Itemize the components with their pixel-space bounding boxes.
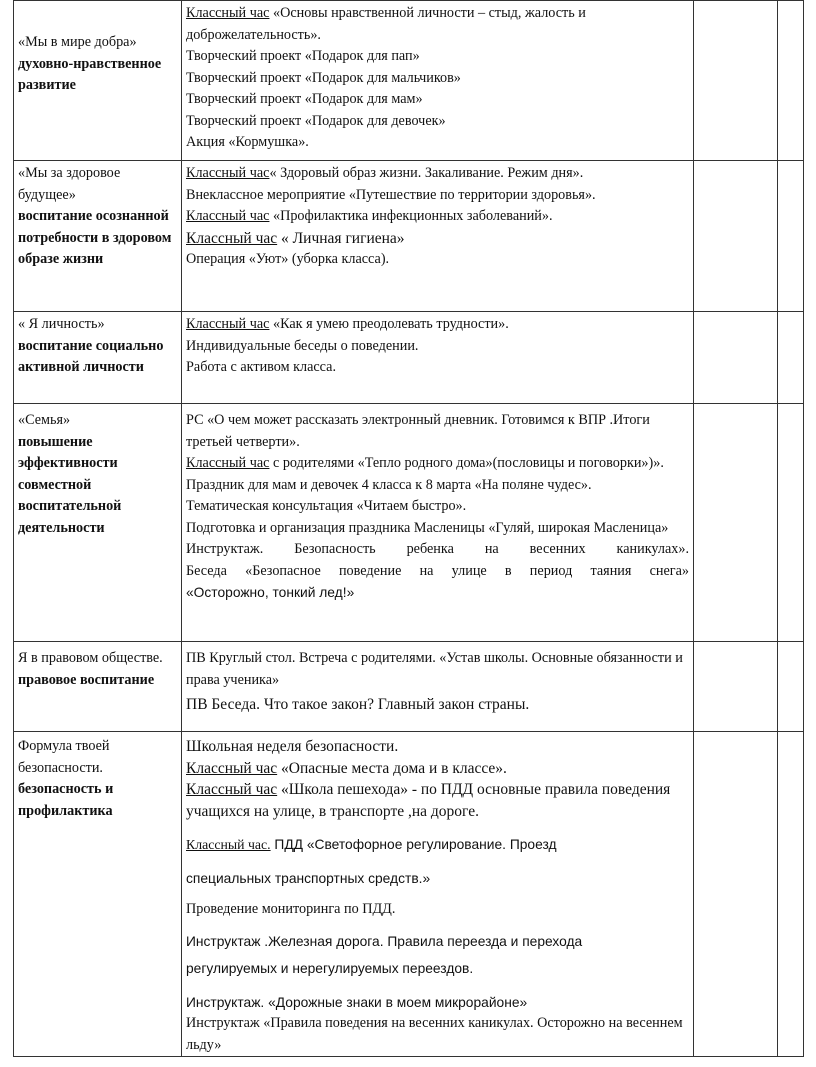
table-row xyxy=(14,732,804,1057)
activity-line: ПВ Круглый стол. Встреча с родителями. «Устав школы. Основные обязанности и права ученика» xyxy=(186,650,683,688)
activity-line: Тематическая консультация «Читаем быстро». xyxy=(186,498,467,514)
activity-line: Акция «Кормушка». xyxy=(186,134,309,150)
activity-line: ПВ Беседа. Что такое закон? Главный закон страны. xyxy=(186,696,530,713)
activity-line: Творческий проект «Подарок для мам» xyxy=(186,91,423,107)
activity-line: регулируемых и нерегулируемых переездов. xyxy=(186,961,474,976)
table-row xyxy=(14,404,804,642)
activity-line: Классный час «Основы нравственной личности – стыд, жалость и доброжелательность». xyxy=(186,5,586,43)
activity-line: Классный час «Опасные места дома и в классе». xyxy=(186,759,507,777)
activity-line: Классный час «Профилактика инфекционных заболеваний». xyxy=(186,208,553,224)
direction-title: Формула твоей безопасности. xyxy=(18,738,110,776)
direction-cell xyxy=(14,404,182,642)
activity-line: Классный час «Школа пешехода» - по ПДД основные правила поведения учащихся на улице, в транспорте ,на дороге. xyxy=(186,781,671,820)
activities-cell xyxy=(182,642,694,732)
direction-subtitle: безопасность и профилактика xyxy=(18,781,114,819)
activity-line: Праздник для мам и девочек 4 класса к 8 марта «На поляне чудес». xyxy=(186,476,592,493)
activity-line: Инструктаж «Правила поведения на весенних каникулах. Осторожно на весеннем льду» xyxy=(186,1015,683,1053)
direction-title: «Семья» xyxy=(18,412,71,428)
activities-cell xyxy=(182,732,694,1057)
activity-line: Работа с активом класса. xyxy=(186,359,337,375)
direction-title: « Я личность» xyxy=(18,316,105,332)
activity-line: Классный час« Здоровый образ жизни. Закаливание. Режим дня». xyxy=(186,165,584,181)
table-row xyxy=(14,642,804,732)
activity-line: Классный час «Как я умею преодолевать трудности». xyxy=(186,316,509,332)
empty-cell xyxy=(694,1,778,161)
table-row xyxy=(14,312,804,404)
activity-line: Классный час « Личная гигиена» xyxy=(186,229,405,247)
activity-line: Творческий проект «Подарок для девочек» xyxy=(186,112,446,129)
activity-line: Внеклассное мероприятие «Путешествие по территории здоровья». xyxy=(186,186,596,203)
empty-cell xyxy=(778,1,804,161)
direction-title: «Мы в мире добра» xyxy=(18,34,137,51)
activity-line: Индивидуальные беседы о поведении. xyxy=(186,337,419,354)
direction-cell xyxy=(14,312,182,404)
empty-cell xyxy=(694,642,778,732)
direction-title: Я в правовом обществе. xyxy=(18,650,163,666)
empty-cell xyxy=(778,404,804,642)
activities-cell xyxy=(182,1,694,161)
activity-line: Инструктаж. Безопасность ребенка на весенних каникулах». xyxy=(186,541,689,557)
empty-cell xyxy=(778,161,804,312)
direction-subtitle: правовое воспитание xyxy=(18,671,155,688)
direction-subtitle: духовно-нравственное развитие xyxy=(18,55,162,94)
direction-cell xyxy=(14,161,182,312)
activities-cell xyxy=(182,312,694,404)
empty-cell xyxy=(778,732,804,1057)
direction-title: «Мы за здоровое будущее» xyxy=(18,165,121,203)
direction-subtitle: воспитание осознанной потребности в здоровом образе жизни xyxy=(18,208,172,267)
direction-cell xyxy=(14,732,182,1057)
activity-line: Творческий проект «Подарок для пап» xyxy=(186,48,420,64)
activity-line: Проведение мониторинга по ПДД. xyxy=(186,901,396,917)
activity-line: Инструктаж. «Дорожные знаки в моем микрорайоне» xyxy=(186,994,528,1010)
activities-cell xyxy=(182,161,694,312)
activity-line: Творческий проект «Подарок для мальчиков» xyxy=(186,69,461,86)
activity-line: Школьная неделя безопасности. xyxy=(186,738,399,755)
activity-line: Беседа «Безопасное поведение на улице в период таяния снега» xyxy=(186,562,689,579)
activity-line: Операция «Уют» (уборка класса). xyxy=(186,251,390,267)
activity-line: Подготовка и организация праздника Масленицы «Гуляй, широкая Масленица» xyxy=(186,519,669,536)
direction-cell xyxy=(14,642,182,732)
empty-cell xyxy=(694,732,778,1057)
empty-cell xyxy=(694,161,778,312)
empty-cell xyxy=(694,312,778,404)
activities-cell xyxy=(182,404,694,642)
direction-subtitle: повышение эффективности совместной воспитательной деятельности xyxy=(18,433,122,536)
empty-cell xyxy=(778,642,804,732)
table-row xyxy=(14,161,804,312)
direction-cell xyxy=(14,1,182,161)
empty-cell xyxy=(778,312,804,404)
activity-line: «Осторожно, тонкий лед!» xyxy=(186,585,355,600)
activity-line: Классный час. ПДД «Светофорное регулирование. Проезд xyxy=(186,837,557,852)
activity-line: Классный час с родителями «Тепло родного дома»(пословицы и поговорки»)». xyxy=(186,455,664,471)
empty-cell xyxy=(694,404,778,642)
activity-line: РС «О чем может рассказать электронный дневник. Готовимся к ВПР .Итоги третьей четверти». xyxy=(186,412,650,450)
direction-subtitle: воспитание социально активной личности xyxy=(18,337,164,375)
activity-line: Инструктаж .Железная дорога. Правила переезда и перехода xyxy=(186,933,583,949)
plan-table xyxy=(13,0,804,1057)
table-row xyxy=(14,1,804,161)
activity-line: специальных транспортных средств.» xyxy=(186,870,431,886)
